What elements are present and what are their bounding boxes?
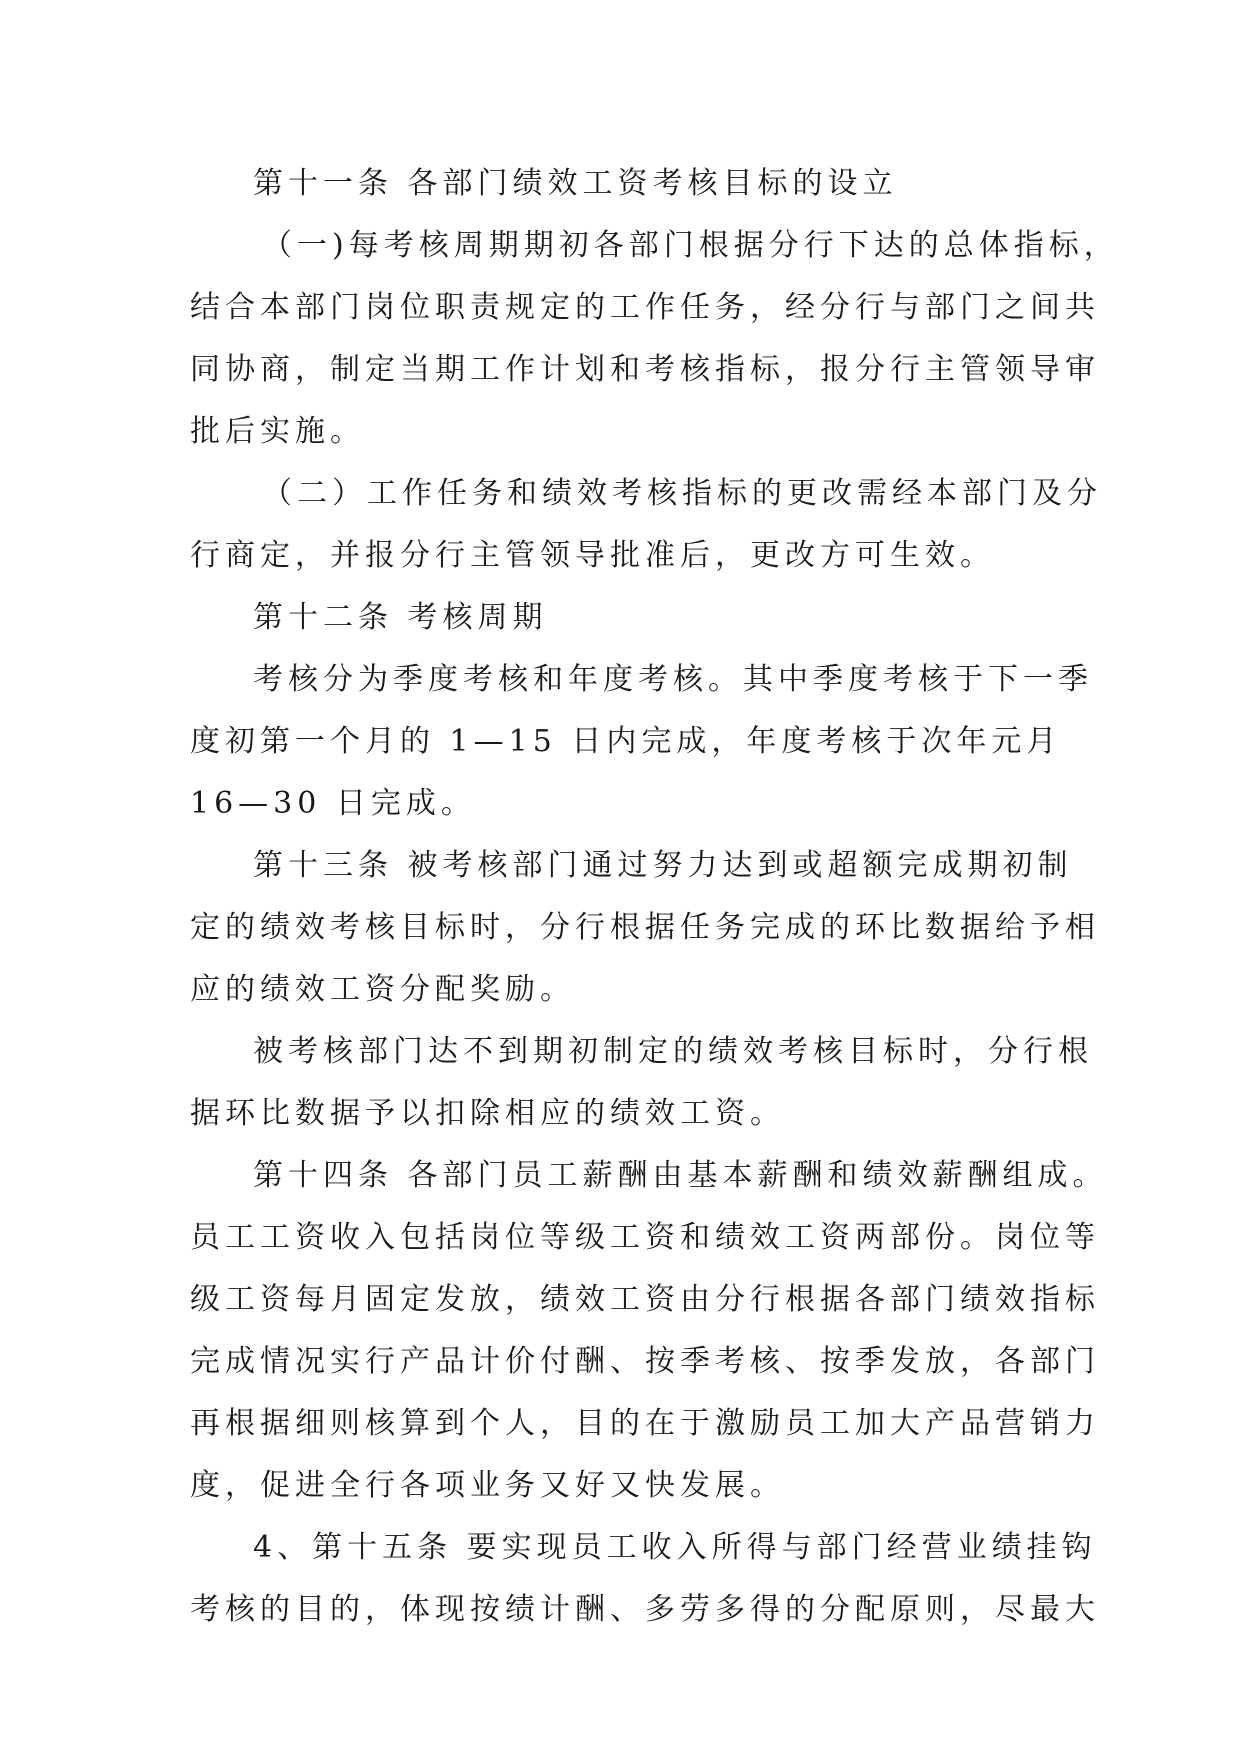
paragraph-line: 应的绩效工资分配奖励。	[190, 972, 575, 1007]
article-14-heading: 第十四条 各部门员工薪酬由基本薪酬和绩效薪酬组成。	[253, 1158, 1108, 1193]
paragraph-line: 被考核部门达不到期初制定的绩效考核目标时，分行根	[253, 1034, 1093, 1069]
paragraph-line: 考核分为季度考核和年度考核。其中季度考核于下一季	[253, 662, 1093, 697]
paragraph-line: 考核的目的，体现按绩计酬、多劳多得的分配原则，尽最大	[190, 1592, 1100, 1627]
paragraph-line: 同协商，制定当期工作计划和考核指标，报分行主管领导审	[190, 352, 1100, 387]
paragraph-line: 据环比数据予以扣除相应的绩效工资。	[190, 1096, 785, 1131]
article-11-heading: 第十一条 各部门绩效工资考核目标的设立	[253, 166, 898, 201]
paragraph-line: 再根据细则核算到个人，目的在于激励员工加大产品营销力	[190, 1406, 1100, 1441]
paragraph-line: 结合本部门岗位职责规定的工作任务，经分行与部门之间共	[190, 290, 1100, 325]
paragraph-line: 16—30 日完成。	[190, 786, 476, 821]
paragraph-line: 完成情况实行产品计价付酬、按季考核、按季发放，各部门	[190, 1344, 1100, 1379]
paragraph-line: 批后实施。	[190, 414, 365, 449]
paragraph-line: 定的绩效考核目标时，分行根据任务完成的环比数据给予相	[190, 910, 1100, 945]
paragraph-line: 度初第一个月的 1—15 日内完成，年度考核于次年元月	[190, 724, 1062, 759]
paragraph-line: 员工工资收入包括岗位等级工资和绩效工资两部份。岗位等	[190, 1220, 1100, 1255]
paragraph-line: 行商定，并报分行主管领导批准后，更改方可生效。	[190, 538, 995, 573]
paragraph-line: 级工资每月固定发放，绩效工资由分行根据各部门绩效指标	[190, 1282, 1100, 1317]
article-15-heading: 4、第十五条 要实现员工收入所得与部门经营业绩挂钩	[253, 1530, 1097, 1565]
paragraph-line: 度，促进全行各项业务又好又快发展。	[190, 1468, 785, 1503]
paragraph-line: （二）工作任务和绩效考核指标的更改需经本部门及分	[262, 476, 1102, 511]
article-12-heading: 第十二条 考核周期	[253, 600, 548, 635]
article-13-heading: 第十三条 被考核部门通过努力达到或超额完成期初制	[253, 848, 1073, 883]
paragraph-line: （一)每考核周期期初各部门根据分行下达的总体指标，	[262, 228, 1119, 263]
